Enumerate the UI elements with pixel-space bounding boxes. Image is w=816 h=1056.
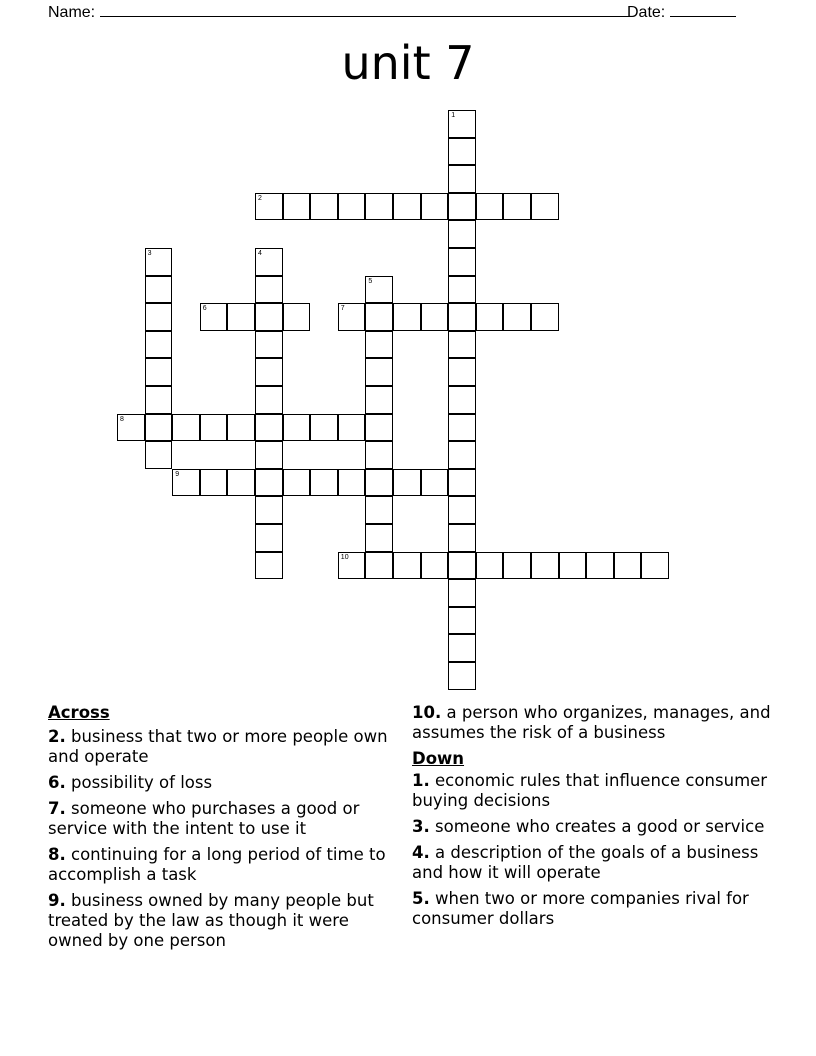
grid-cell[interactable] bbox=[531, 303, 559, 331]
name-field[interactable] bbox=[48, 2, 630, 22]
grid-cell[interactable] bbox=[448, 496, 476, 524]
clue-number: 4. bbox=[412, 843, 430, 862]
clue bbox=[48, 727, 393, 767]
grid-cell[interactable] bbox=[338, 303, 366, 331]
clue-text: business owned by many people but treated by the law as though it were owned by one person bbox=[48, 891, 374, 950]
grid-cell[interactable] bbox=[255, 248, 283, 276]
grid-cell[interactable] bbox=[503, 193, 531, 221]
grid-cell[interactable] bbox=[448, 524, 476, 552]
grid-cell[interactable] bbox=[476, 552, 504, 580]
grid-cell[interactable] bbox=[421, 552, 449, 580]
grid-cell[interactable] bbox=[255, 524, 283, 552]
cell-number: 4 bbox=[258, 250, 262, 257]
clue-text: someone who purchases a good or service with the intent to use it bbox=[48, 799, 360, 838]
cell-number: 6 bbox=[202, 305, 207, 313]
grid-cell[interactable] bbox=[365, 386, 393, 414]
date-line bbox=[670, 2, 736, 17]
grid-cell[interactable] bbox=[448, 165, 476, 193]
grid-cell[interactable] bbox=[421, 469, 449, 497]
clue-number: 7. bbox=[48, 799, 66, 818]
grid-cell[interactable] bbox=[531, 193, 559, 221]
grid-cell[interactable] bbox=[338, 469, 366, 497]
grid-cell[interactable] bbox=[476, 303, 504, 331]
name-line bbox=[100, 2, 630, 17]
grid-cell[interactable] bbox=[283, 193, 311, 221]
clues-left-column bbox=[48, 703, 393, 957]
grid-cell[interactable] bbox=[283, 414, 311, 442]
grid-cell[interactable] bbox=[365, 193, 393, 221]
grid-cell[interactable] bbox=[338, 193, 366, 221]
clue bbox=[48, 773, 393, 793]
grid-cell[interactable] bbox=[476, 193, 504, 221]
down-heading: Down bbox=[412, 749, 465, 768]
cell-number: 9 bbox=[175, 470, 180, 478]
grid-cell[interactable] bbox=[448, 110, 476, 138]
cell-number: 7 bbox=[340, 305, 345, 313]
grid-cell[interactable] bbox=[200, 469, 228, 497]
name-label: Name: bbox=[48, 4, 96, 21]
grid-cell[interactable] bbox=[255, 358, 283, 386]
clue bbox=[48, 799, 393, 839]
grid-cell[interactable] bbox=[448, 414, 476, 442]
grid-cell[interactable] bbox=[448, 579, 476, 607]
grid-cell[interactable] bbox=[365, 552, 393, 580]
date-field[interactable] bbox=[627, 2, 736, 22]
grid-cell[interactable] bbox=[448, 303, 476, 331]
grid-cell[interactable] bbox=[393, 552, 421, 580]
clue-number: 2. bbox=[48, 727, 66, 746]
cell-number: 5 bbox=[368, 277, 373, 285]
grid-cell[interactable] bbox=[200, 303, 228, 331]
clue bbox=[412, 771, 772, 811]
grid-cell[interactable] bbox=[365, 331, 393, 359]
clue-text: possibility of loss bbox=[71, 773, 213, 792]
grid-cell[interactable] bbox=[117, 414, 145, 442]
clue-number: 5. bbox=[412, 889, 430, 908]
grid-cell[interactable] bbox=[365, 414, 393, 442]
grid-cell[interactable] bbox=[255, 386, 283, 414]
grid-cell[interactable] bbox=[503, 552, 531, 580]
grid-cell[interactable] bbox=[310, 469, 338, 497]
grid-cell[interactable] bbox=[255, 193, 283, 221]
grid-cell[interactable] bbox=[421, 193, 449, 221]
grid-cell[interactable] bbox=[531, 552, 559, 580]
grid-cell[interactable] bbox=[145, 331, 173, 359]
grid-cell[interactable] bbox=[255, 303, 283, 331]
clue bbox=[48, 891, 393, 951]
grid-cell[interactable] bbox=[255, 276, 283, 304]
grid-cell[interactable] bbox=[227, 414, 255, 442]
across-heading: Across bbox=[48, 703, 110, 722]
grid-cell[interactable] bbox=[255, 552, 283, 580]
grid-cell[interactable] bbox=[255, 414, 283, 442]
grid-cell[interactable] bbox=[641, 552, 669, 580]
grid-cell[interactable] bbox=[145, 358, 173, 386]
grid-cell[interactable] bbox=[393, 303, 421, 331]
date-label: Date: bbox=[627, 4, 666, 21]
grid-cell[interactable] bbox=[145, 414, 173, 442]
clue bbox=[412, 703, 772, 743]
cell-number: 8 bbox=[120, 415, 124, 423]
grid-cell[interactable] bbox=[448, 386, 476, 414]
grid-cell[interactable] bbox=[421, 303, 449, 331]
clue-text: economic rules that influence consumer buying decisions bbox=[412, 771, 768, 810]
grid-cell[interactable] bbox=[283, 469, 311, 497]
clue-text: when two or more companies rival for consumer dollars bbox=[412, 889, 749, 928]
clues-right-column bbox=[412, 703, 772, 935]
clue-number: 6. bbox=[48, 773, 66, 792]
grid-cell[interactable] bbox=[448, 193, 476, 221]
cell-number: 2 bbox=[258, 194, 262, 202]
grid-cell[interactable] bbox=[393, 469, 421, 497]
grid-cell[interactable] bbox=[448, 552, 476, 580]
clue-text: continuing for a long period of time to accomplish a task bbox=[48, 845, 386, 884]
grid-cell[interactable] bbox=[365, 441, 393, 469]
clue bbox=[412, 817, 772, 837]
clue-number: 3. bbox=[412, 817, 430, 836]
grid-cell[interactable] bbox=[145, 276, 173, 304]
grid-cell[interactable] bbox=[227, 469, 255, 497]
cell-number: 3 bbox=[147, 250, 152, 257]
cell-number: 1 bbox=[451, 112, 456, 119]
grid-cell[interactable] bbox=[365, 276, 393, 304]
grid-cell[interactable] bbox=[255, 496, 283, 524]
grid-cell[interactable] bbox=[614, 552, 642, 580]
clue-number: 1. bbox=[412, 771, 430, 790]
grid-cell[interactable] bbox=[145, 248, 173, 276]
grid-cell[interactable] bbox=[310, 414, 338, 442]
grid-cell[interactable] bbox=[338, 552, 366, 580]
clue bbox=[412, 843, 772, 883]
grid-cell[interactable] bbox=[365, 496, 393, 524]
grid-cell[interactable] bbox=[145, 441, 173, 469]
grid-cell[interactable] bbox=[448, 662, 476, 690]
grid-cell[interactable] bbox=[145, 386, 173, 414]
grid-cell[interactable] bbox=[448, 138, 476, 166]
page-title: unit 7 bbox=[341, 36, 475, 90]
grid-cell[interactable] bbox=[365, 524, 393, 552]
clue-text: someone who creates a good or service bbox=[435, 817, 765, 836]
grid-cell[interactable] bbox=[503, 303, 531, 331]
grid-cell[interactable] bbox=[365, 303, 393, 331]
grid-cell[interactable] bbox=[448, 607, 476, 635]
clue-text: a description of the goals of a business and how it will operate bbox=[412, 843, 759, 882]
grid-cell[interactable] bbox=[448, 469, 476, 497]
grid-cell[interactable] bbox=[448, 634, 476, 662]
grid-cell[interactable] bbox=[283, 303, 311, 331]
clue bbox=[412, 889, 772, 929]
clue-number: 10. bbox=[412, 703, 442, 722]
grid-cell[interactable] bbox=[365, 358, 393, 386]
grid-cell[interactable] bbox=[393, 193, 421, 221]
grid-cell[interactable] bbox=[227, 303, 255, 331]
grid-cell[interactable] bbox=[255, 331, 283, 359]
clue bbox=[48, 845, 393, 885]
grid-cell[interactable] bbox=[338, 414, 366, 442]
grid-cell[interactable] bbox=[448, 331, 476, 359]
grid-cell[interactable] bbox=[145, 303, 173, 331]
grid-cell[interactable] bbox=[448, 358, 476, 386]
clue-number: 8. bbox=[48, 845, 66, 864]
clue-text: a person who organizes, manages, and assumes the risk of a business bbox=[412, 703, 771, 742]
grid-cell[interactable] bbox=[448, 441, 476, 469]
grid-cell[interactable] bbox=[559, 552, 587, 580]
clue-number: 9. bbox=[48, 891, 66, 910]
grid-cell[interactable] bbox=[172, 469, 200, 497]
grid-cell[interactable] bbox=[586, 552, 614, 580]
grid-cell[interactable] bbox=[448, 276, 476, 304]
grid-cell[interactable] bbox=[172, 414, 200, 442]
clue-text: business that two or more people own and operate bbox=[48, 727, 388, 766]
grid-cell[interactable] bbox=[365, 469, 393, 497]
grid-cell[interactable] bbox=[448, 248, 476, 276]
grid-cell[interactable] bbox=[200, 414, 228, 442]
grid-cell[interactable] bbox=[255, 469, 283, 497]
cell-number: 10 bbox=[340, 553, 349, 561]
grid-cell[interactable] bbox=[255, 441, 283, 469]
grid-cell[interactable] bbox=[310, 193, 338, 221]
grid-cell[interactable] bbox=[448, 220, 476, 248]
